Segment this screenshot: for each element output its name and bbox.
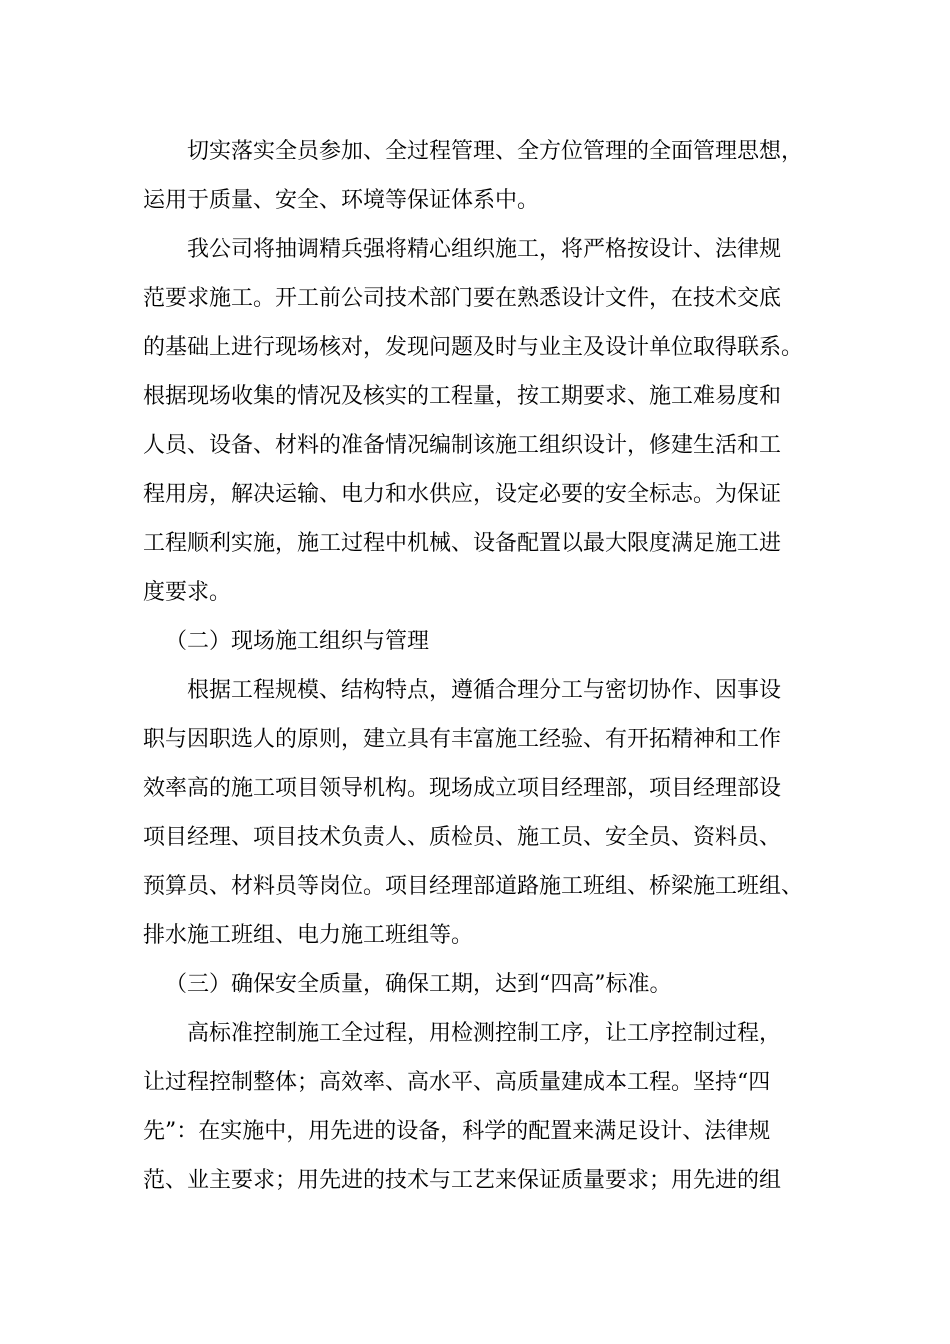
paragraph-line: 我公司将抽调精兵强将精心组织施工，将严格按设计、法律规 (187, 237, 782, 262)
paragraph-line: 效率高的施工项目领导机构。现场成立项目经理部，项目经理部设 (143, 776, 782, 801)
paragraph-line: 先”：在实施中，用先进的设备，科学的配置来满足设计、法律规 (143, 1119, 771, 1144)
paragraph-line: 范要求施工。开工前公司技术部门要在熟悉设计文件，在技术交底 (143, 286, 782, 311)
paragraph-line: 范、业主要求；用先进的技术与工艺来保证质量要求；用先进的组 (143, 1168, 782, 1193)
paragraph-line: 让过程控制整体；高效率、高水平、高质量建成本工程。坚持“四 (143, 1070, 771, 1095)
paragraph-line: 根据现场收集的情况及核实的工程量，按工期要求、施工难易度和 (143, 384, 782, 409)
paragraph-line: 程用房，解决运输、电力和水供应，设定必要的安全标志。为保证 (143, 482, 782, 507)
section-heading: （三）确保安全质量，确保工期，达到“四高”标准。 (165, 972, 672, 997)
paragraph-line: 切实落实全员参加、全过程管理、全方位管理的全面管理思想， (187, 139, 804, 164)
paragraph-line: 运用于质量、安全、环境等保证体系中。 (143, 188, 540, 213)
document-body (143, 127, 823, 1205)
paragraph-line: 的基础上进行现场核对，发现问题及时与业主及设计单位取得联系。 (143, 335, 804, 360)
paragraph-line: 高标准控制施工全过程，用检测控制工序，让工序控制过程， (187, 1021, 782, 1046)
paragraph-line: 工程顺利实施，施工过程中机械、设备配置以最大限度满足施工进 (143, 531, 782, 556)
paragraph-line: 项目经理、项目技术负责人、质检员、施工员、安全员、资料员、 (143, 825, 782, 850)
paragraph-line: 排水施工班组、电力施工班组等。 (143, 923, 474, 948)
paragraph-line: 根据工程规模、结构特点，遵循合理分工与密切协作、因事设 (187, 678, 782, 703)
paragraph-line: 人员、设备、材料的准备情况编制该施工组织设计，修建生活和工 (143, 433, 782, 458)
paragraph-line: 度要求。 (143, 580, 232, 605)
paragraph-line: 预算员、材料员等岗位。项目经理部道路施工班组、桥梁施工班组、 (143, 874, 804, 899)
paragraph-line: 职与因职选人的原则，建立具有丰富施工经验、有开拓精神和工作 (143, 727, 782, 752)
section-heading: （二）现场施工组织与管理 (165, 629, 430, 654)
